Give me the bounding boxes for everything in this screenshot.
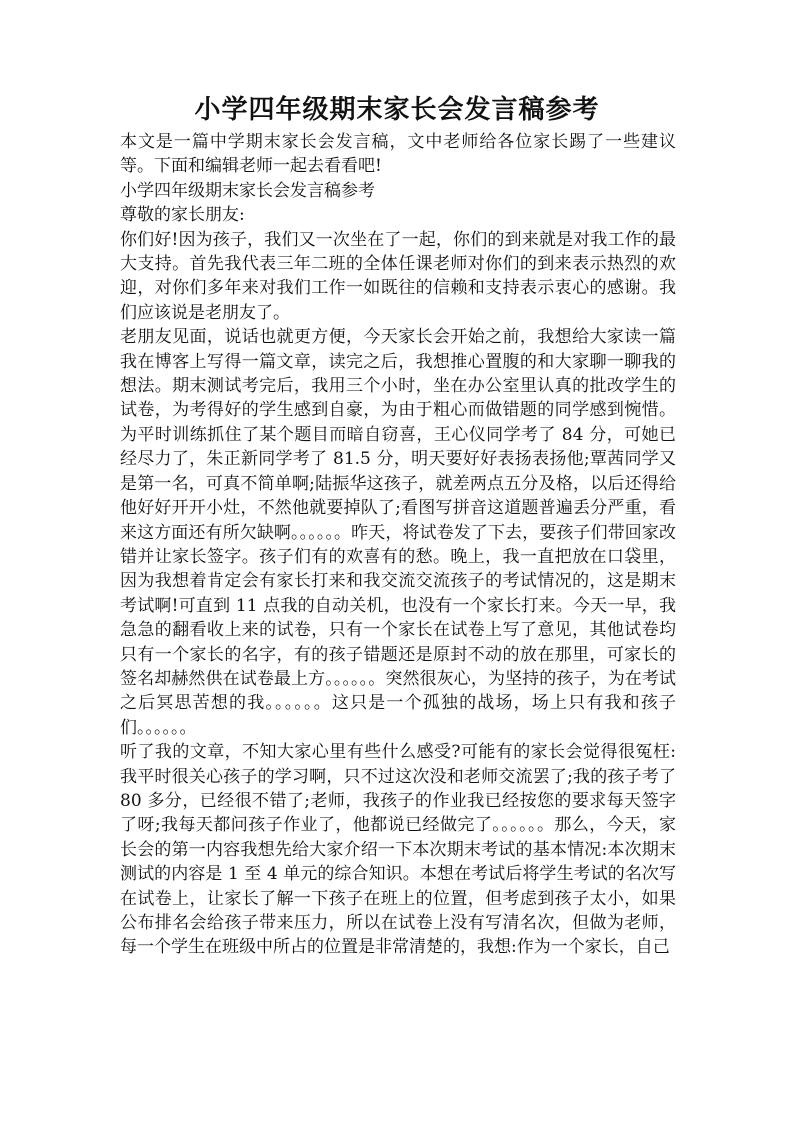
subtitle-line: 小学四年级期末家长会发言稿参考 [120,180,375,201]
body-paragraph: 你们好!因为孩子，我们又一次坐在了一起，你们的到来就是对我工作的最大支持。首先我代表三年二班的全体任课老师对你们的到来表示热烈的欢迎，对你们多年来对我们工作一如既往的信赖和支持表示衷心的感谢。我们应该说是老朋友了。 [120,229,676,323]
document-body [120,130,676,960]
document-title: 小学四年级期末家长会发言稿参考 [194,95,600,125]
salutation: 尊敬的家长朋友: [120,205,245,226]
body-paragraph: 听了我的文章，不知大家心里有些什么感受?可能有的家长会觉得很冤枉:我平时很关心孩子的学习啊，只不过这次没和老师交流罢了;我的孩子考了 80 多分，已经很不错了;老师，我孩子的作业我已经按您的要求每天签字了呀;我每天都问孩子作业了，他都说已经做完了。。。。。。那么，今天，家长会的第一内容我想先给大家介绍一下本次期末考试的基本情况:本次期末测试的内容是 1 至 4 单元的综合知识。本想在考试后将学生考试的名次写在试卷上，让家长了解一下孩子在班上的位置，但考虑到孩子太小，如果公布排名会给孩子带来压力，所以在试卷上没有写清名次，但做为老师，每一个学生在班级中所占的位置是非常清楚的，我想:作为一个家长，自己 [120,742,676,958]
intro-paragraph: 本文是一篇中学期末家长会发言稿，文中老师给各位家长踢了一些建议等。下面和编辑老师一起去看看吧! [120,132,676,177]
body-paragraph: 老朋友见面，说话也就更方便，今天家长会开始之前，我想给大家读一篇我在博客上写得一篇文章，读完之后，我想推心置腹的和大家聊一聊我的想法。期末测试考完后，我用三个小时，坐在办公室里认真的批改学生的试卷，为考得好的学生感到自豪，为由于粗心而做错题的同学感到惋惜。为平时训练抓住了某个题目而暗自窃喜，王心仪同学考了 84 分，可她已经尽力了，朱正新同学考了 81.5 分，明天要好好表扬表扬他;覃茜同学又是第一名，可真不简单啊;陆振华这孩子，就差两点五分及格，以后还得给他好好开开小灶，不然他就要掉队了;看图写拼音这道题普遍丢分严重，看来这方面还有所欠缺啊。。。。。。昨天，将试卷发了下去，要孩子们带回家改错并让家长签字。孩子们有的欢喜有的愁。晚上，我一直把放在口袋里，因为我想着肯定会有家长打来和我交流交流孩子的考试情况的，这是期末考试啊!可直到 11 点我的自动关机，也没有一个家长打来。今天一早，我急急的翻看收上来的试卷，只有一个家长在试卷上写了意见，其他试卷均只有一个家长的名字，有的孩子错题还是原封不动的放在那里，可家长的签名却赫然供在试卷最上方。。。。。。突然很灰心，为坚持的孩子，为在考试之后冥思苦想的我。。。。。。这只是一个孤独的战场，场上只有我和孩子们。。。。。。 [120,327,676,738]
